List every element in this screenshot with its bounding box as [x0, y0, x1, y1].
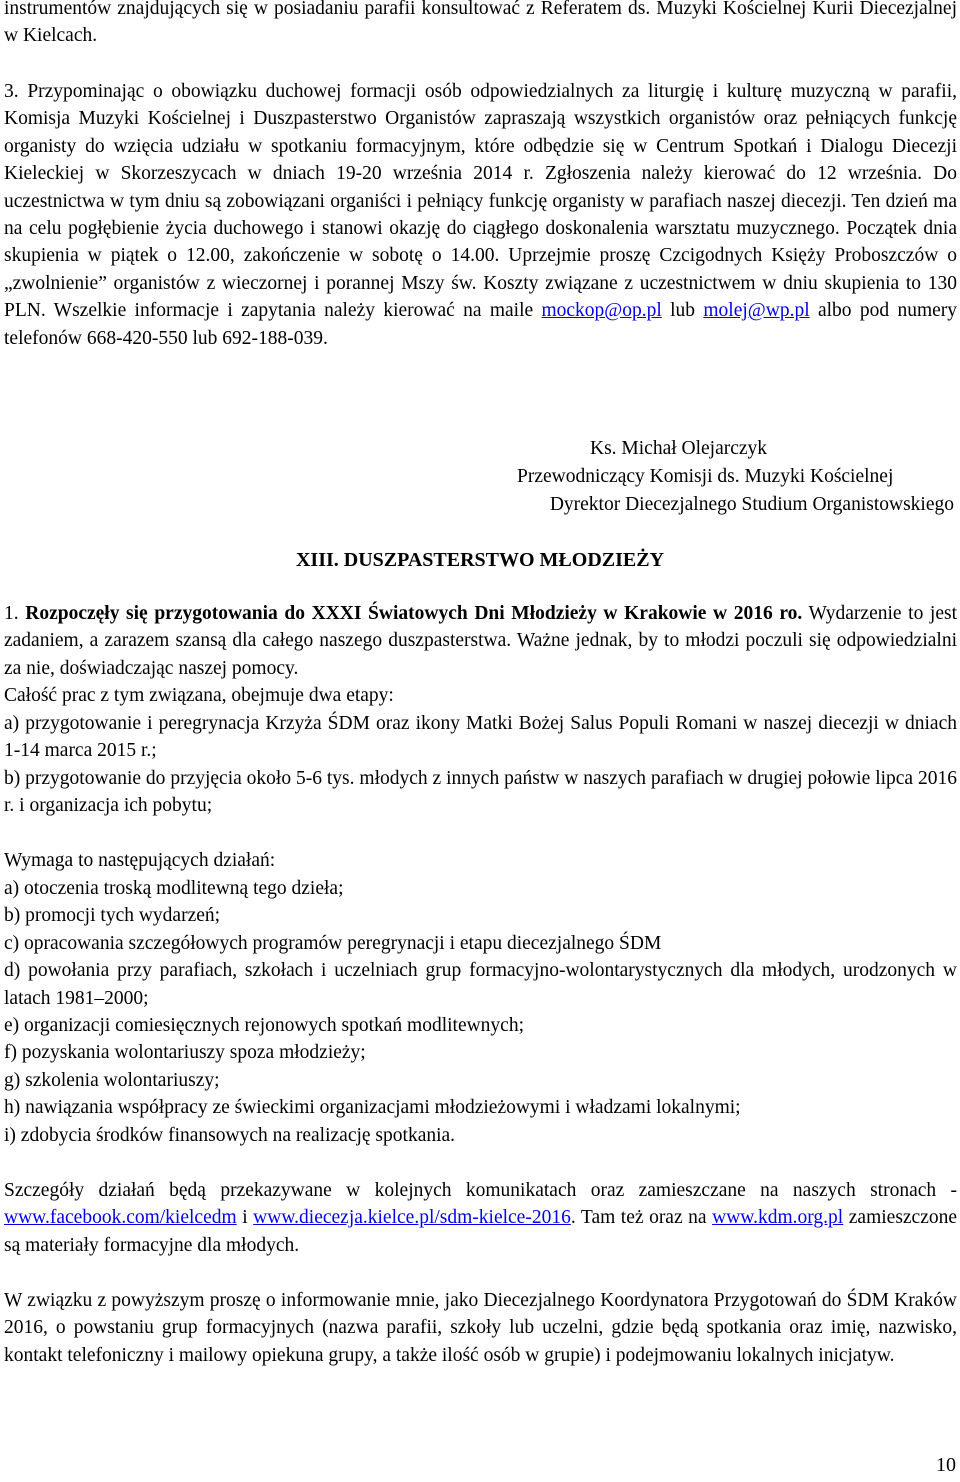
stage-a: a) przygotowanie i peregrynacja Krzyża ŚDM oraz ikony Matki Bożej Salus Populi Romani w naszej diecezji w dniach 1-14 marca 2015 r.; — [4, 713, 957, 762]
closing-paragraph: W związku z powyższym proszę o informowanie mnie, jako Diecezjalnego Koordynatora Przygotowań do ŚDM Kraków 2016, o powstaniu grup formacyjnych (nazwa parafii, szkoły lub uczelni, gdzie będą spotkania oraz imię, nazwisko, kontakt telefoniczny i mailowy opiekuna grupy, a także ilość osób w grupie) i podejmowaniu lokalnych inicjatyw. — [4, 1290, 957, 1366]
list-item: c) opracowania szczegółowych programów peregrynacji i etapu diecezjalnego ŚDM — [4, 932, 662, 954]
actions-intro: Wymaga to następujących działań: — [4, 850, 276, 871]
email-link-mockop[interactable]: mockop@op.pl — [541, 300, 662, 322]
email-link-molej[interactable]: molej@wp.pl — [703, 300, 810, 322]
list-item: g) szkolenia wolontariuszy; — [4, 1069, 220, 1091]
link-diecezja[interactable]: www.diecezja.kielce.pl/sdm-kielce-2016 — [253, 1207, 571, 1229]
stages-intro: Całość prac z tym związana, obejmuje dwa etapy: — [4, 685, 394, 706]
item-number: 1. — [4, 603, 19, 624]
connector-lub: lub — [670, 300, 696, 322]
details-text-1: Szczegóły działań będą przekazywane w kolejnych komunikatach oraz zamieszczane na naszych stronach - — [4, 1180, 957, 1201]
signature-role-2: Dyrektor Diecezjalnego Studium Organistowskiego — [549, 494, 954, 515]
signature-name: Ks. Michał Olejarczyk — [590, 438, 768, 459]
intro-paragraph: instrumentów znajdujących się w posiadaniu parafii konsultować z Referatem ds. Muzyki Kościelnej Kurii Diecezjalnej w Kielcach. — [4, 0, 957, 47]
list-item: b) promocji tych wydarzeń; — [4, 905, 221, 927]
link-kdm[interactable]: www.kdm.org.pl — [712, 1207, 844, 1229]
list-item: f) pozyskania wolontariuszy spoza młodzieży; — [4, 1042, 366, 1064]
details-text-2: . Tam też oraz na — [570, 1207, 707, 1229]
list-item: i) zdobycia środków finansowych na realizację spotkania. — [4, 1124, 456, 1146]
list-item: e) organizacji comiesięcznych rejonowych spotkań modlitewnych; — [4, 1015, 525, 1037]
actions-list — [4, 875, 957, 1149]
organists-text: 3. Przypominając o obowiązku duchowej formacji osób odpowiedzialnych za liturgię i kulturę muzyczną w parafii, Komisja Muzyki Kościelnej i Duszpasterstwo Organistów zapraszają wszystkich organistów oraz pełniących funkcję organisty do wzięcia udziału w spotkaniu formacyjnym, które odbędzie się w Centrum Spotkań i Dialogu Diecezji Kieleckiej w Skorzeszycach w dniach 19-20 września 2014 r. Zgłoszenia należy kierować do 12 września. Do uczestnictwa w tym dniu są zobowiązani organiści i pełniący funkcję organisty w parafiach naszej diecezji. Ten dzień ma na celu pogłębienie życia duchowego i stanowi okazję do ciągłego doskonalenia warsztatu muzycznego. Początek dnia skupienia w piątek o 12.00, zakończenie w sobotę o 14.00. Uprzejmie proszę Czcigodnych Księży Proboszczów o „zwolnienie” organistów z wieczornej i porannej Mszy św. Koszty związane z uczestnictwem w dniu skupienia to 130 PLN. Wszelkie informacje i zapytania należy kierować na maile — [4, 81, 957, 322]
wyd-headline: Rozpoczęły się przygotowania do XXXI Światowych Dni Młodzieży w Krakowie w 2016 ro. — [25, 603, 803, 624]
details-text-3: zamieszczone są materiały formacyjne dla młodych. — [4, 1207, 958, 1256]
list-item: a) otoczenia troską modlitewną tego dzieła; — [4, 878, 344, 899]
details-paragraph — [4, 1177, 957, 1259]
connector-i: i — [242, 1207, 248, 1229]
page-number: 10 — [936, 1454, 956, 1476]
organists-paragraph — [4, 78, 957, 352]
phone-text: albo pod numery telefonów 668-420-550 lub 692-188-039. — [4, 300, 958, 349]
list-item: h) nawiązania współpracy ze świeckimi organizacjami młodzieżowymi i władzami lokalnymi; — [4, 1097, 741, 1119]
wyd-text: Wydarzenie to jest zadaniem, a zarazem szansą dla całego naszego duszpasterstwa. Ważne jednak, by to młodzi poczuli się odpowiedzialni za nie, doświadczając naszej pomocy. — [4, 603, 958, 679]
wyd-intro-paragraph — [4, 600, 957, 682]
section-heading: XIII. DUSZPASTERSTWO MŁODZIEŻY — [295, 549, 665, 571]
link-facebook[interactable]: www.facebook.com/kielcedm — [4, 1207, 237, 1229]
signature-role-1: Przewodniczący Komisji ds. Muzyki Kościelnej — [517, 466, 894, 487]
stage-b: b) przygotowanie do przyjęcia około 5-6 tys. młodych z innych państw w naszych parafiach w drugiej połowie lipca 2016 r. i organizacja ich pobytu; — [4, 768, 957, 817]
list-item: d) powołania przy parafiach, szkołach i uczelniach grup formacyjno-wolontarystycznych dla młodych, urodzonych w latach 1981–2000; — [4, 960, 957, 1009]
